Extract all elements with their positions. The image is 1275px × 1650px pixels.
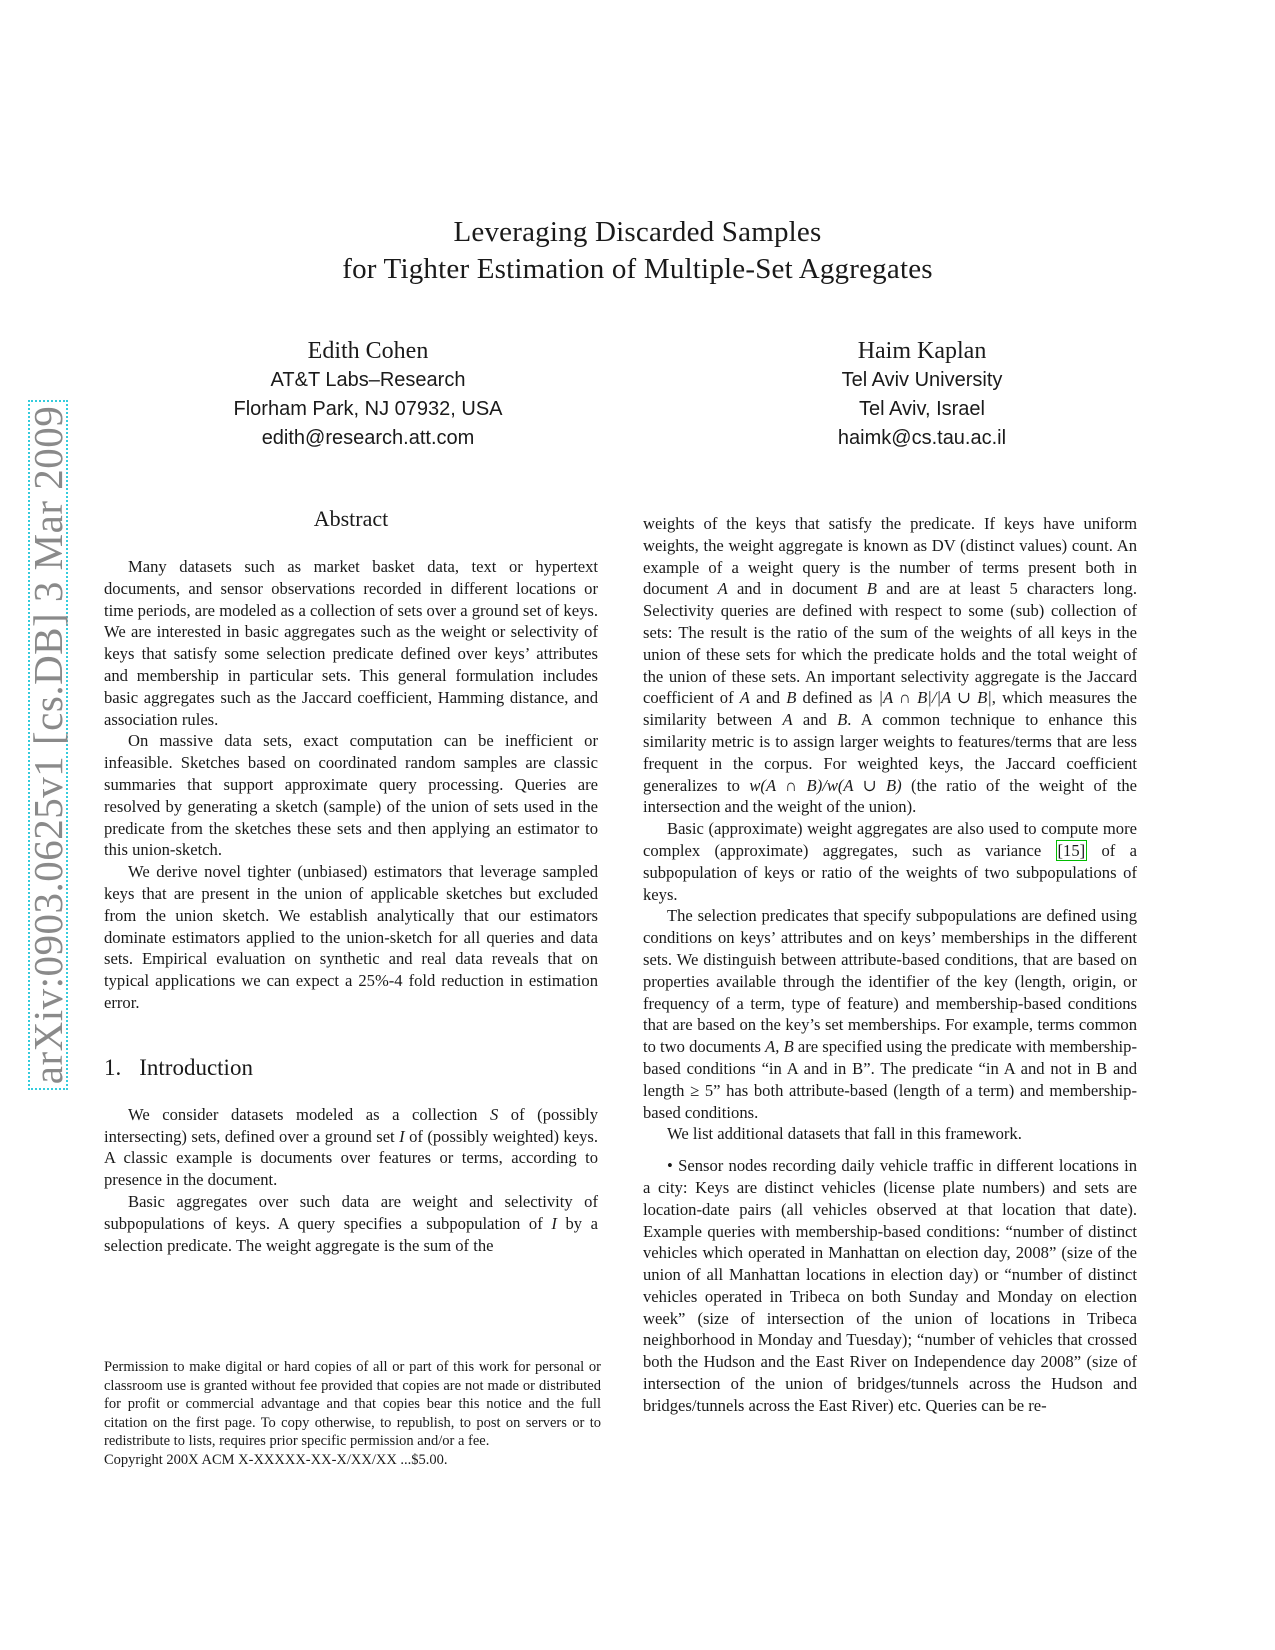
author-email: haimk@cs.tau.ac.il [837, 427, 1007, 449]
intro-paragraph: We consider datasets modeled as a collection S of (possibly intersecting) sets, defined over a ground set I of (possibly weighted) keys. A classic example is documents over features or terms, according to presence in the document. [104, 1104, 599, 1190]
body-paragraph: Basic (approximate) weight aggregates are also used to compute more complex (approximate) aggregates, such as variance [15] of a subpopulation of keys or ratio of the weights of two subpopulations of keys. [643, 819, 1137, 904]
author-name: Edith Cohen [307, 338, 429, 364]
body-paragraph: weights of the keys that satisfy the predicate. If keys have uniform weights, the weight aggregate is known as DV (distinct values) count. An example of a weight query is the number of terms present both in document A and in document B and are at least 5 characters long. Selectivity queries are defined with respect to some (sub) collection of sets: The result is the ratio of the sum of the weights of all keys in the union of these sets for which the predicate holds and the total weight of the union of these sets. An important selectivity aggregate is the Jaccard coefficient of A and B defined as |A ∩ B|/|A ∪ B|, which measures the similarity between A and B. A common technique to enhance this similarity metric is to assign larger weights to features/terms that are less frequent in the corpus. For weighted keys, the Jaccard coefficient generalizes to w(A ∩ B)/w(A ∪ B) (the ratio of the weight of the intersection and the weight of the union). [643, 514, 1138, 817]
title-line-2: for Tighter Estimation of Multiple-Set Aggregates [342, 253, 933, 285]
math-symbol: S [489, 1104, 499, 1124]
author-email: edith@research.att.com [261, 427, 475, 449]
author-block-kaplan [712, 336, 1132, 453]
arxiv-identifier-stamp [25, 400, 71, 1090]
body-paragraph: We list additional datasets that fall in this framework. [667, 1124, 1022, 1144]
copyright-footnote [104, 1358, 601, 1470]
title-line-1: Leveraging Discarded Samples [453, 216, 822, 248]
copyright-line: Copyright 200X ACM X-XXXXX-XX-X/XX/XX ...$5.00. [104, 1451, 448, 1468]
right-column [643, 513, 1137, 1417]
section-heading-introduction [104, 1054, 598, 1082]
author-affiliation: AT&T Labs–Research [270, 369, 466, 391]
author-address: Tel Aviv, Israel [859, 398, 985, 420]
author-block-cohen [158, 336, 578, 453]
arxiv-identifier-text: arXiv:0903.0625v1 [cs.DB] 3 Mar 2009 [25, 405, 71, 1085]
citation-link[interactable]: [15] [1057, 840, 1086, 860]
author-address: Florham Park, NJ 07932, USA [233, 398, 503, 420]
math-symbol: I [399, 1126, 405, 1146]
left-column [104, 506, 598, 1256]
abstract-paragraph: We derive novel tighter (unbiased) estimators that leverage sampled keys that are present in the union of applicable sketches but excluded from the union sketch. We establish analytically that our estimators dominate estimators applied to the union-sketch for all queries and data sets. Empirical evaluation on synthetic and real data reveals that on typical applications we can expect a 25%-4 fold reduction in estimation error. [104, 862, 598, 1012]
paper-title [0, 214, 1275, 288]
math-symbol: I [551, 1213, 557, 1233]
author-affiliation: Tel Aviv University [841, 369, 1003, 391]
author-name: Haim Kaplan [857, 338, 987, 364]
bullet-item: • Sensor nodes recording daily vehicle traffic in different locations in a city: Keys are distinct vehicles (license plate numbers) and sets are location-date pairs (all vehicles observed at that location that date). Example queries with membership-based conditions: “number of distinct vehicles which operated in Manhattan on election day, 2008” (size of the union of all Manhattan locations in election day) or “number of distinct vehicles operated in Tribeca on both Sunday and Monday on election week” (size of intersection of the union of locations in Tribeca neighborhood in Monday and Tuesday); “number of vehicles that crossed both the Hudson and the East River on Independence day 2008” (size of intersection of the union of bridges/tunnels across the Hudson and bridges/tunnels across the East River) etc. Queries can be re- [643, 1156, 1137, 1415]
math-expression: |A ∩ B|/|A ∪ B| [878, 688, 992, 708]
abstract-heading: Abstract [313, 506, 389, 531]
body-paragraph: The selection predicates that specify subpopulations are defined using conditions on keys’ attributes and on keys’ memberships in the different sets. We distinguish between attribute-based conditions, that are based on properties available through the identifier of the key (length, origin, or frequency of a term, type of feature) and membership-based conditions that are based on the key’s set memberships. For example, terms common to two documents A, B are specified using the predicate with membership-based conditions “in A and in B”. The predicate “in A and not in B and length ≥ 5” has both attribute-based (length of a term) and membership-based conditions. [643, 906, 1137, 1122]
math-expression: w(A ∩ B)/w(A ∪ B) [749, 775, 902, 795]
abstract-paragraph: On massive data sets, exact computation can be inefficient or infeasible. Sketches based on coordinated random samples are classic summaries that support approximate query processing. Queries are resolved by generating a sketch (sample) of the union of sets used in the predicate from the sketches these sets and then applying an estimator to this union-sketch. [104, 731, 598, 860]
permission-notice: Permission to make digital or hard copies of all or part of this work for personal or classroom use is granted without fee provided that copies are not made or distributed for profit or commercial advantage and that copies bear this notice and the full citation on the first page. To copy otherwise, to republish, to post on servers or to redistribute to lists, requires prior specific permission and/or a fee. [104, 1359, 601, 1450]
abstract-paragraph: Many datasets such as market basket data, text or hypertext documents, and sensor observations recorded in different locations or time periods, are modeled as a collection of sets over a ground set of keys. We are interested in basic aggregates such as the weight or selectivity of keys that satisfy some selection predicate defined over keys’ attributes and membership in particular sets. This general formulation includes basic aggregates such as the Jaccard coefficient, Hamming distance, and association rules. [104, 557, 598, 729]
intro-paragraph: Basic aggregates over such data are weight and selectivity of subpopulations of keys. A query specifies a subpopulation of I by a selection predicate. The weight aggregate is the sum of the [104, 1191, 598, 1255]
section-title: Introduction [139, 1054, 253, 1080]
math-expression: A, B [765, 1037, 794, 1057]
section-number: 1. [104, 1054, 122, 1080]
